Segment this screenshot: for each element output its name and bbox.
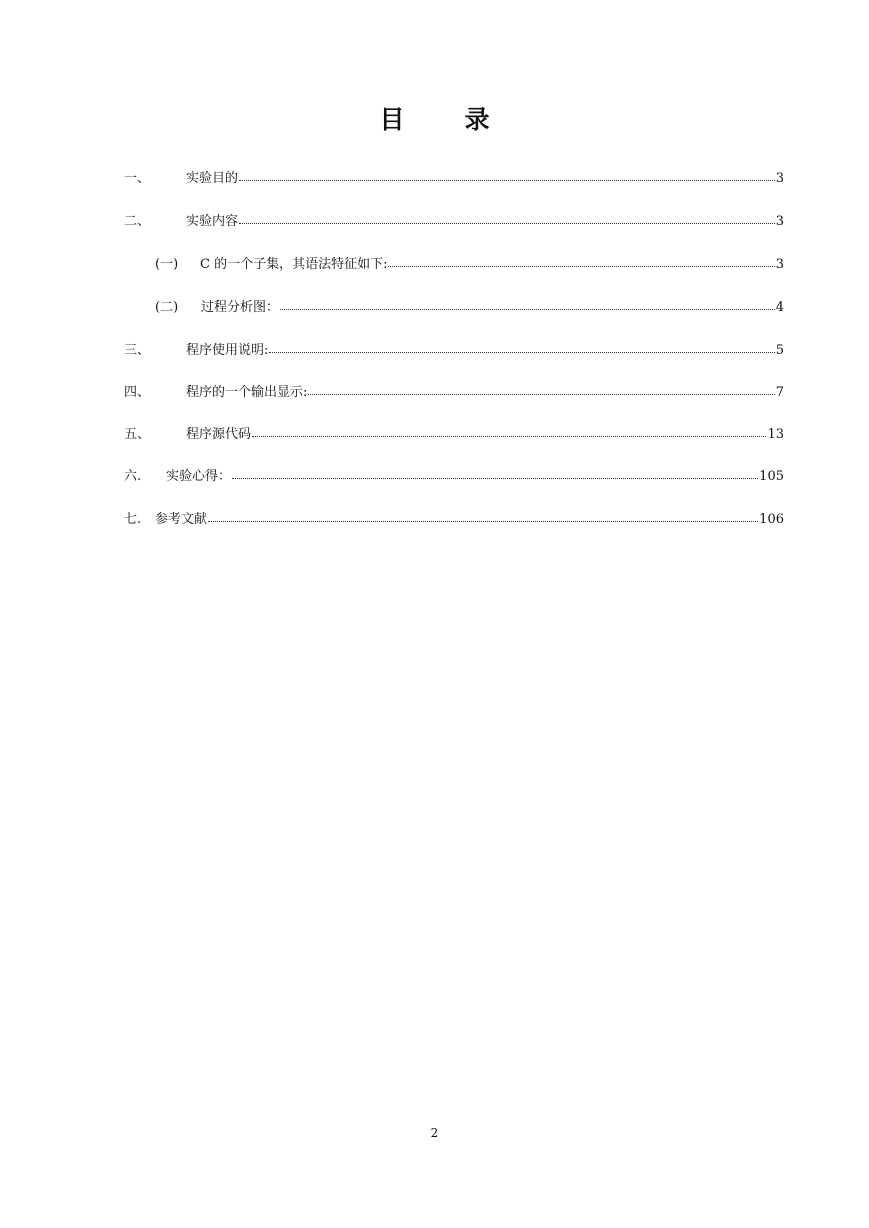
- toc-leader: [208, 520, 758, 522]
- toc-label: 参考文献: [155, 512, 208, 527]
- toc-page: 4: [775, 300, 784, 315]
- toc-page: 3: [775, 257, 784, 272]
- toc-entry[interactable]: [124, 381, 784, 399]
- toc-page: 3: [775, 171, 784, 186]
- toc-entry[interactable]: [124, 339, 784, 357]
- toc-page: 13: [767, 427, 784, 442]
- page-number-footer: 2: [430, 1126, 439, 1140]
- toc-label: 程序的一个输出显示:: [186, 385, 308, 400]
- toc-entry[interactable]: [124, 167, 784, 185]
- title-char-2: 录: [464, 105, 490, 134]
- toc-entry[interactable]: [124, 423, 784, 441]
- page-title: [0, 100, 869, 136]
- toc-number: (二): [155, 300, 179, 315]
- toc-page: 106: [759, 512, 784, 527]
- toc-entry[interactable]: [124, 465, 784, 483]
- toc-leader: [388, 265, 774, 267]
- toc-entry[interactable]: [124, 508, 784, 526]
- toc-leader: [232, 477, 758, 479]
- toc-number: 一、: [124, 171, 151, 186]
- toc-leader: [239, 179, 775, 181]
- toc-leader: [239, 222, 775, 224]
- toc-leader: [252, 435, 766, 437]
- toc-number: 五、: [124, 427, 151, 442]
- title-char-1: 目: [379, 105, 405, 134]
- toc-page: 7: [775, 385, 784, 400]
- toc-number: 七.: [124, 512, 142, 527]
- toc-label: C 的一个子集，其语法特征如下:: [200, 257, 388, 272]
- toc-page: 105: [759, 469, 784, 484]
- toc-page: 3: [775, 214, 784, 229]
- toc-label: 程序源代码: [186, 427, 252, 442]
- toc-number: 二、: [124, 214, 151, 229]
- toc-label: 实验目的: [186, 171, 239, 186]
- toc-label: 实验心得：: [166, 469, 232, 484]
- toc-leader: [308, 393, 774, 395]
- toc-label: 实验内容: [186, 214, 239, 229]
- toc-entry[interactable]: [155, 253, 784, 271]
- toc-leader: [269, 351, 774, 353]
- toc-number: (一): [155, 257, 179, 272]
- toc-leader: [280, 308, 775, 310]
- toc-entry[interactable]: [124, 210, 784, 228]
- toc-label: 程序使用说明:: [186, 343, 269, 358]
- toc-number: 六.: [124, 469, 142, 484]
- toc-number: 四、: [124, 385, 151, 400]
- toc-entry[interactable]: [155, 296, 784, 314]
- toc-page: 5: [775, 343, 784, 358]
- toc-label: 过程分析图：: [201, 300, 280, 315]
- toc-number: 三、: [124, 343, 151, 358]
